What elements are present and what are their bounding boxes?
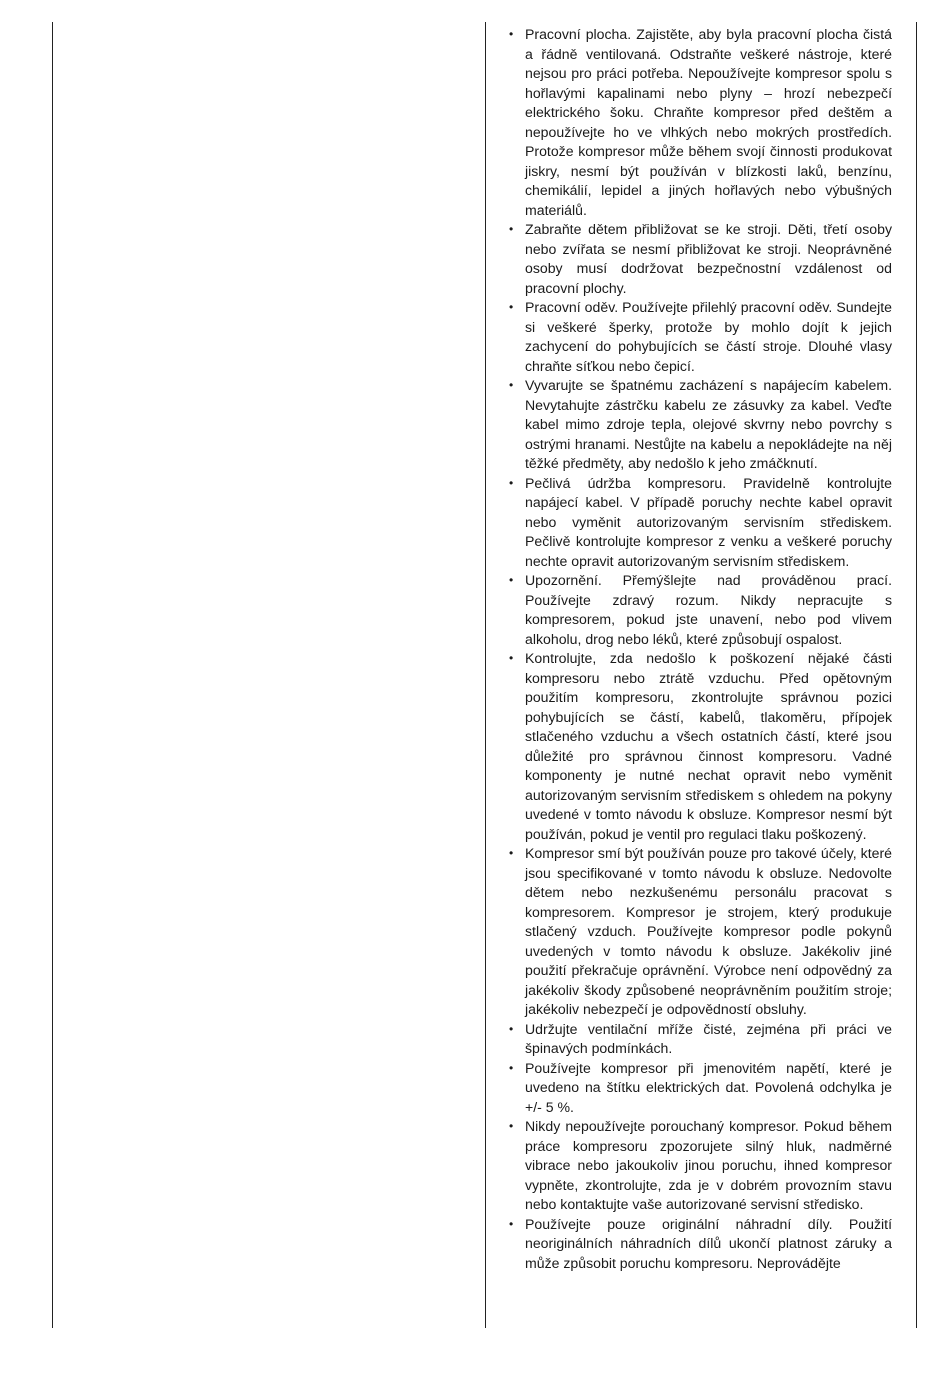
- list-item: [508, 1215, 892, 1274]
- list-item: [508, 1059, 892, 1118]
- column-rule-left: [52, 22, 53, 1328]
- list-item: [508, 844, 892, 1020]
- list-item-text: Kompresor smí být používán pouze pro takové účely, které jsou specifikované v tomto návodu k obsluze. Nedovolte dětem nebo nezkušenému personálu pracovat s kompresorem. Kompresor je strojem, který produkuje stlačený vzduch. Používejte kompresor podle pokynů uvedených v tomto návodu k obsluze. Jakékoliv jiné použití překračuje oprávnění. Výrobce není odpovědný za jakékoliv škody způsobené neoprávněním použitím stroje; jakékoliv nebezpečí je odpovědností obsluhy.: [525, 845, 892, 1017]
- bullet-icon: •: [509, 1216, 514, 1231]
- list-item-text: Zabraňte dětem přibližovat se ke stroji. Děti, třetí osoby nebo zvířata se nesmí přibližovat ke stroji. Neoprávněné osoby musí dodržovat bezpečnostní vzdálenost od pracovní plochy.: [525, 221, 892, 296]
- list-item: [508, 571, 892, 649]
- bullet-icon: •: [509, 573, 514, 587]
- bullet-icon: •: [509, 378, 514, 392]
- list-item: [508, 376, 892, 474]
- list-item-text: Nikdy nepoužívejte porouchaný kompresor. Pokud během práce kompresoru zpozorujete silný hluk, nadměrné vibrace nebo jakoukoliv jinou poruchu, ihned kompresor vypněte, zkontrolujte, zda je v dobrém provozním stavu nebo kontaktujte vaše autorizované servisní středisko.: [525, 1118, 892, 1212]
- list-item: [508, 298, 892, 376]
- list-item-text: Pečlivá údržba kompresoru. Pravidelně kontrolujte napájecí kabel. V případě poruchy nechte kabel opravit nebo vyměnit autorizovaným servisním střediskem. Pečlivě kontrolujte kompresor z venku a veškeré poruchy nechte opravit autorizovaným servisním střediskem.: [525, 474, 892, 569]
- list-item-text: Upozornění. Přemýšlejte nad prováděnou prací. Používejte zdravý rozum. Nikdy nepracujte s kompresorem, pokud jste unavení, nebo pod vlivem alkoholu, drog nebo léků, které způsobují ospalost.: [525, 572, 892, 647]
- list-item-text: Kontrolujte, zda nedošlo k poškození nějaké části kompresoru nebo ztrátě vzduchu. Před opětovným použitím kompresoru, zkontrolujte správnou pozici pohybujících se částí, kabelů, tlakoměru, přípojek stlačeného vzduchu a všech ostatních částí, které jsou důležité pro správnou činnost kompresoru. Vadné komponenty je nutné nechat opravit nebo vyměnit autorizovaným servisním střediskem s ohledem na pokyny uvedené v tomto návodu k obsluze. Kompresor nesmí být používán, pokud je ventil pro regulaci tlaku poškozený.: [525, 650, 892, 842]
- bullet-icon: •: [509, 300, 514, 314]
- bullet-icon: •: [509, 651, 514, 665]
- list-item-text: Pracovní plocha. Zajistěte, aby byla pracovní plocha čistá a řádně ventilovaná. Odstraňte veškeré nástroje, které nejsou pro práci potřeba. Nepoužívejte kompresor spolu s hořlavými kapalinami nebo plyny – hrozí nebezpečí elektrického šoku. Chraňte kompresor před deštěm a nepoužívejte ho ve vlhkých nebo mokrých prostředích. Protože kompresor může během svojí činnosti produkovat jiskry, nesmí být používán v blízkosti laků, benzínu, chemikálií, lepidel a jiných hořlavých nebo výbušných materiálů.: [525, 26, 892, 218]
- safety-instructions-list: [508, 25, 892, 1273]
- list-item: [508, 1117, 892, 1215]
- bullet-icon: •: [509, 27, 514, 41]
- bullet-icon: •: [509, 475, 514, 490]
- list-item: [508, 1020, 892, 1059]
- right-text-column: [508, 25, 892, 1273]
- list-item-text: Používejte pouze originální náhradní díly. Použití neoriginálních náhradních dílů ukončí platnost záruky a může způsobit poruchu kompresoru. Neprovádějte: [525, 1215, 892, 1271]
- list-item-text: Vyvarujte se špatnému zacházení s napájecím kabelem. Nevytahujte zástrčku kabelu ze zásuvky za kabel. Veďte kabel mimo zdroje tepla, olejové skvrny nebo povrchy s ostrými hranami. Nestůjte na kabelu a nepokládejte na něj těžké předměty, aby nedošlo k jeho zmáčknutí.: [525, 377, 892, 471]
- bullet-icon: •: [509, 222, 514, 236]
- list-item-text: Používejte kompresor při jmenovitém napětí, které je uvedeno na štítku elektrických dat. Povolená odchylka je +/- 5 %.: [525, 1059, 892, 1115]
- bullet-icon: •: [509, 846, 514, 860]
- list-item: [508, 25, 892, 220]
- column-rule-right: [916, 22, 917, 1328]
- list-item: [508, 474, 892, 572]
- list-item: [508, 220, 892, 298]
- list-item-text: Pracovní oděv. Používejte přilehlý pracovní oděv. Sundejte si veškeré šperky, protože by mohlo dojít k jejich zachycení do pohybujících se částí stroje. Dlouhé vlasy chraňte síťkou nebo čepicí.: [525, 299, 892, 374]
- list-item: [508, 649, 892, 844]
- bullet-icon: •: [509, 1060, 514, 1075]
- bullet-icon: •: [509, 1021, 514, 1036]
- list-item-text: Udržujte ventilační mříže čisté, zejména při práci ve špinavých podmínkách.: [525, 1020, 892, 1056]
- bullet-icon: •: [509, 1119, 514, 1133]
- column-rule-middle: [485, 22, 486, 1328]
